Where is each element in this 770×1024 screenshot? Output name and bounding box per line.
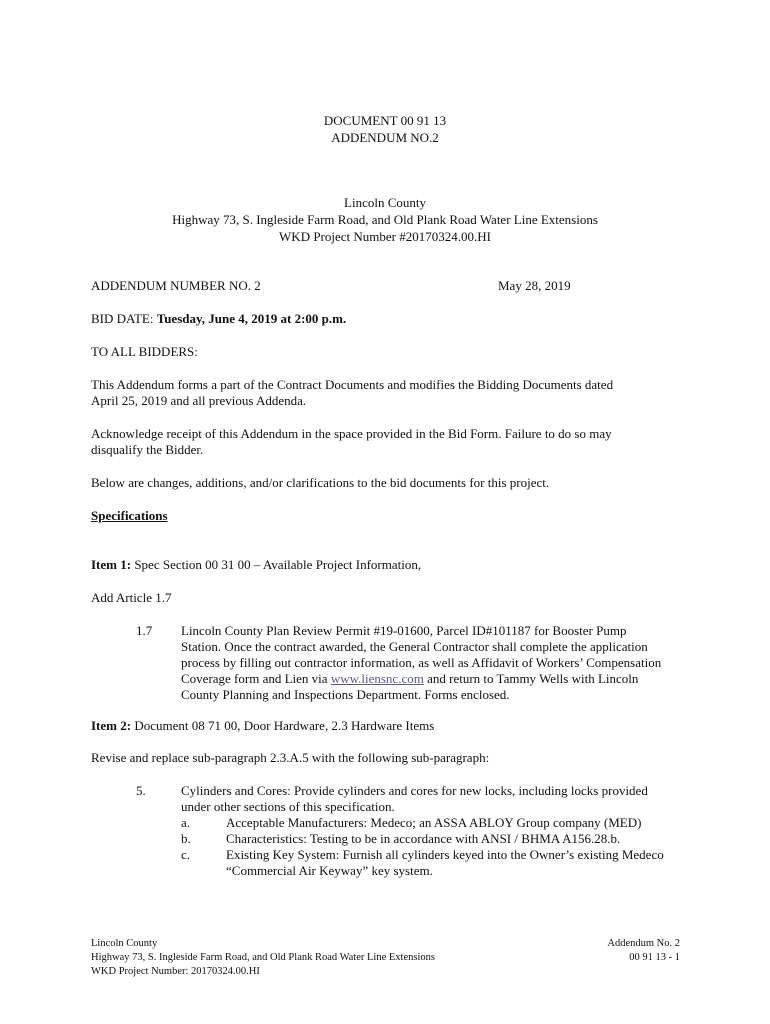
item-2-text: Document 08 71 00, Door Hardware, 2.3 Hardware Items	[134, 718, 435, 733]
item-2-heading	[91, 718, 434, 734]
project-name: Highway 73, S. Ingleside Farm Road, and Old Plank Road Water Line Extensions	[172, 212, 598, 227]
item-2-label: Item 2:	[91, 718, 132, 733]
bid-date-value: Tuesday, June 4, 2019 at 2:00 p.m.	[156, 311, 347, 326]
subparagraph-number: 5.	[136, 783, 146, 798]
item-1-heading	[91, 557, 421, 573]
article-line-2: Station. Once the contract awarded, the General Contractor shall complete the application	[181, 639, 648, 654]
article-line-3: process by filling out contractor information, as well as Affidavit of Workers’ Compensation	[181, 655, 662, 670]
addendum-title: ADDENDUM NO.2	[331, 130, 439, 145]
add-article: Add Article 1.7	[91, 590, 172, 605]
paragraph-1-line-2: April 25, 2019 and all previous Addenda.	[91, 393, 307, 408]
paragraph-2-line-2: disqualify the Bidder.	[91, 442, 204, 457]
to-all-bidders: TO ALL BIDDERS:	[91, 344, 198, 359]
subitem-c-text: Existing Key System: Furnish all cylinders keyed into the Owner’s existing Medeco	[226, 847, 664, 862]
article-line-1: Lincoln County Plan Review Permit #19-01600, Parcel ID#101187 for Booster Pump	[181, 623, 627, 638]
footer-project-name: Highway 73, S. Ingleside Farm Road, and Old Plank Road Water Line Extensions	[91, 952, 435, 963]
article-line-4-post: and return to Tammy Wells with Lincoln	[423, 671, 639, 686]
revise-instruction: Revise and replace sub-paragraph 2.3.A.5 with the following sub-paragraph:	[91, 750, 490, 765]
owner-name: Lincoln County	[344, 195, 426, 210]
liensnc-link[interactable]: www.liensnc.com	[330, 671, 424, 686]
subparagraph-line-2: under other sections of this specification.	[181, 799, 395, 814]
paragraph-2-line-1: Acknowledge receipt of this Addendum in the space provided in the Bid Form. Failure to do so may	[91, 426, 612, 441]
subitem-b-text: Characteristics: Testing to be in accordance with ANSI / BHMA A156.28.b.	[226, 831, 621, 846]
document-number: DOCUMENT 00 91 13	[323, 113, 447, 128]
footer-project-number: WKD Project Number: 20170324.00.HI	[91, 966, 260, 977]
item-1-label: Item 1:	[91, 557, 132, 572]
subitem-a-text: Acceptable Manufacturers: Medeco; an ASSA ABLOY Group company (MED)	[226, 815, 642, 830]
addendum-date: May 28, 2019	[498, 278, 571, 293]
project-number: WKD Project Number #20170324.00.HI	[279, 229, 491, 244]
subitem-a-letter: a.	[181, 815, 191, 830]
item-1-text: Spec Section 00 31 00 – Available Project Information,	[134, 557, 422, 572]
article-number: 1.7	[136, 623, 153, 638]
paragraph-1-line-1: This Addendum forms a part of the Contract Documents and modifies the Bidding Documents dated	[91, 377, 614, 392]
paragraph-3: Below are changes, additions, and/or clarifications to the bid documents for this project.	[91, 475, 550, 490]
subitem-b-letter: b.	[181, 831, 191, 846]
subparagraph-line-1: Cylinders and Cores: Provide cylinders and cores for new locks, including locks provided	[181, 783, 648, 798]
bid-date	[91, 311, 346, 327]
footer-page-number: 00 91 13 - 1	[629, 952, 680, 963]
article-line-4	[181, 671, 638, 687]
footer-addendum-number: Addendum No. 2	[607, 938, 680, 949]
specifications-heading: Specifications	[91, 508, 168, 523]
addendum-number: ADDENDUM NUMBER NO. 2	[91, 278, 261, 293]
article-line-4-pre: Coverage form and Lien via	[181, 671, 331, 686]
subitem-c-line-2: “Commercial Air Keyway” key system.	[226, 863, 433, 878]
subitem-c-letter: c.	[181, 847, 191, 862]
bid-date-label: BID DATE:	[91, 311, 154, 326]
footer-owner: Lincoln County	[91, 938, 158, 949]
article-line-5: County Planning and Inspections Department. Forms enclosed.	[181, 687, 510, 702]
